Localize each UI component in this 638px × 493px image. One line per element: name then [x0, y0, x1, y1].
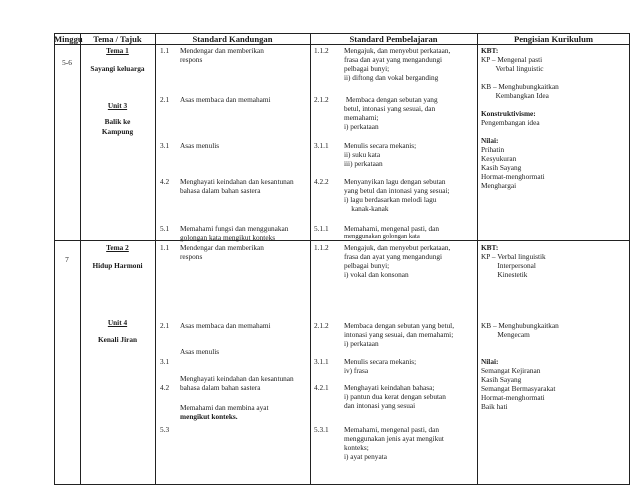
row1-unit-name: Balik ke — [104, 117, 131, 126]
row2-sk-text: Memahami dan membina ayat — [180, 403, 269, 412]
row2-sp-text: frasa dan ayat yang mengandungi — [344, 252, 443, 261]
header-pengisian: Pengisian Kurikulum — [513, 34, 594, 44]
row1-sk-text: Asas membaca dan memahami — [180, 95, 271, 104]
row1-sp-text: menggunakan golongan kata — [344, 233, 420, 240]
row1-sk-num: 1.1 — [160, 46, 170, 55]
row2-tema-name: Hidup Harmoni — [92, 261, 143, 270]
row1-nilai-text: Kesyukuran — [481, 154, 517, 163]
row1-sk-text: respons — [180, 55, 203, 64]
row2-nilai-text: Semangat Bermasyarakat — [481, 384, 556, 393]
row2-sk-num: 4.2 — [160, 383, 170, 392]
row2-sk-num: 5.3 — [160, 425, 170, 434]
row2-sk-text: Asas membaca dan memahami — [180, 321, 271, 330]
row1-sk-text: Asas menulis — [180, 141, 220, 150]
row1-sp-text: i) lagu berdasarkan melodi lagu — [344, 195, 437, 204]
row2-sp-text: Membaca dengan sebutan yang betul, — [344, 321, 455, 330]
row1-kbt-text: KP – Mengenal pasti — [481, 55, 543, 64]
row1-konstruk-text: Pengembangan idea — [481, 118, 540, 127]
row1-sk-text: bahasa dalam bahan sastera — [180, 186, 261, 195]
row1-nilai-text: Prihatin — [481, 145, 505, 154]
row1-nilai-label: Nilai: — [481, 136, 499, 145]
header-minggu: Minggu — [54, 34, 83, 44]
row1-sp-text: kanak-kanak — [344, 204, 389, 213]
row1-sp-num: 4.2.2 — [314, 177, 329, 186]
row1-tema-name: Sayangi keluarga — [90, 64, 145, 73]
row2-tema: Tema 2 — [106, 243, 129, 252]
row1-konstruk-label: Konstruktivisme: — [481, 109, 536, 118]
row1-sp-text: memahami; — [344, 113, 379, 122]
row1-sp-text: i) perkataan — [344, 122, 379, 131]
col-divider — [310, 33, 311, 485]
row2-sp-text: i) ayat penyata — [344, 452, 387, 461]
row1-sk-num: 3.1 — [160, 141, 170, 150]
row1-sk-num: 2.1 — [160, 95, 170, 104]
row2-sk-text-bold: mengikut konteks. — [180, 412, 238, 421]
row2-sp-text: Menulis secara mekanis; — [344, 357, 417, 366]
row2-sp-num: 2.1.2 — [314, 321, 329, 330]
row1-sp-text: Memahami, mengenal pasti, dan — [344, 224, 440, 233]
row2-sk-num: 2.1 — [160, 321, 170, 330]
row1-nilai-text: Kasih Sayang — [481, 163, 522, 172]
col-divider — [477, 33, 478, 485]
row1-nilai-text: Menghargai — [481, 181, 517, 190]
row2-minggu: 7 — [65, 255, 69, 264]
row2-sp-text: intonasi yang sesuai, dan memahami; — [344, 330, 454, 339]
row1-sp-text: betul, intonasi yang sesuai, dan — [344, 104, 436, 113]
row2-sp-text: i) pantun dua kerat dengan sebutan — [344, 392, 446, 401]
row2-sp-text: i) vokal dan konsonan — [344, 270, 409, 279]
row2-nilai-text: Semangat Kejiranan — [481, 366, 541, 375]
row2-sp-num: 4.2.1 — [314, 383, 329, 392]
row1-sk-text: Memahami fungsi dan menggunakan — [180, 224, 289, 233]
row2-sp-num: 3.1.1 — [314, 357, 329, 366]
row2-kbt-text: KP – Verbal linguistik — [481, 252, 546, 261]
row1-sp-num: 3.1.1 — [314, 141, 329, 150]
row1-tema: Tema 1 — [106, 46, 129, 55]
row-divider — [54, 240, 630, 241]
row1-sp-text: pelbagai bunyi; — [344, 64, 390, 73]
row1-unit: Unit 3 — [107, 101, 128, 110]
row2-kbt-text: Interpersonal — [481, 261, 536, 270]
row2-sk-text: respons — [180, 252, 203, 261]
row1-sk-text: Menghayati keindahan dan kesantunan — [180, 177, 294, 186]
row2-nilai-text: Hormat-menghormati — [481, 393, 545, 402]
row2-sk-text: bahasa dalam bahan sastera — [180, 383, 261, 392]
row2-unit-name: Kenali Jiran — [97, 335, 138, 344]
row1-sp-text: ii) suku kata — [344, 150, 381, 159]
row2-kbt-label: KBT: — [481, 243, 499, 252]
row1-sp-text: yang betul dan intonasi yang sesuai; — [344, 186, 450, 195]
row2-sp-text: Menghayati keindahan bahasa; — [344, 383, 435, 392]
row1-sk-num: 4.2 — [160, 177, 170, 186]
row2-sk-text: Mendengar dan memberikan — [180, 243, 264, 252]
row2-sp-text: menggunakan jenis ayat mengikut — [344, 434, 444, 443]
row1-kb-text: Kembangkan Idea — [481, 91, 549, 100]
row1-sp-num: 1.1.2 — [314, 46, 329, 55]
row2-unit: Unit 4 — [107, 318, 128, 327]
row2-kb-text: Mengecam — [481, 330, 530, 339]
row2-sp-num: 5.3.1 — [314, 425, 329, 434]
row1-sk-text: golongan kata mengikut konteks — [180, 233, 276, 242]
row2-sp-text: Memahami, mengenal pasti, dan — [344, 425, 440, 434]
row1-kb-text: KB – Menghubungkaitkan — [481, 82, 559, 91]
row2-sp-text: Mengajuk, dan menyebut perkataan, — [344, 243, 451, 252]
row1-sp-text: Mengajuk, dan menyebut perkataan, — [344, 46, 451, 55]
row2-sp-text: dan intonasi yang sesuai — [344, 401, 416, 410]
row2-kbt-text: Kinestetik — [481, 270, 528, 279]
row2-sk-text: Asas menulis — [180, 347, 220, 356]
header-divider — [54, 44, 630, 45]
header-standard-kandungan: Standard Kandungan — [192, 34, 273, 44]
col-divider — [155, 33, 156, 485]
header-standard-pembelajaran: Standard Pembelajaran — [349, 34, 438, 44]
row2-nilai-text: Baik hati — [481, 402, 508, 411]
row1-kbt-label: KBT: — [481, 46, 499, 55]
row2-sp-text: i) perkataan — [344, 339, 379, 348]
row1-sp-text: frasa dan ayat yang mengandungi — [344, 55, 443, 64]
row2-sk-num: 1.1 — [160, 243, 170, 252]
row2-nilai-text: Kasih Sayang — [481, 375, 522, 384]
row1-sp-text: Menyanyikan lagu dengan sebutan — [344, 177, 446, 186]
row2-sk-text: Menghayati keindahan dan kesantunan — [180, 374, 294, 383]
row1-sp-num: 5.1.1 — [314, 224, 329, 233]
row2-sp-text: iv) frasa — [344, 366, 369, 375]
row1-sp-text: iii) perkataan — [344, 159, 383, 168]
row1-unit-name: Kampung — [101, 127, 134, 136]
row1-nilai-text: Hormat-menghormati — [481, 172, 545, 181]
row1-minggu: 5-6 — [62, 58, 72, 67]
row2-sp-text: pelbagai bunyi; — [344, 261, 390, 270]
row1-kbt-text: Verbal linguistic — [481, 64, 544, 73]
row2-kb-text: KB – Menghubungkaitkan — [481, 321, 559, 330]
row1-sp-text: ii) diftong dan vokal berganding — [344, 73, 439, 82]
row2-sk-num: 3.1 — [160, 357, 170, 366]
row1-sk-text: Mendengar dan memberikan — [180, 46, 264, 55]
row1-sp-text: Menulis secara mekanis; — [344, 141, 417, 150]
row1-sk-num: 5.1 — [160, 224, 170, 233]
row1-sp-num: 2.1.2 — [314, 95, 329, 104]
row2-sp-text: konteks; — [344, 443, 369, 452]
row1-sp-text: Membaca dengan sebutan yang — [344, 95, 438, 104]
header-tema: Tema / Tajuk — [93, 34, 142, 44]
row2-nilai-label: Nilai: — [481, 357, 499, 366]
row2-sp-num: 1.1.2 — [314, 243, 329, 252]
